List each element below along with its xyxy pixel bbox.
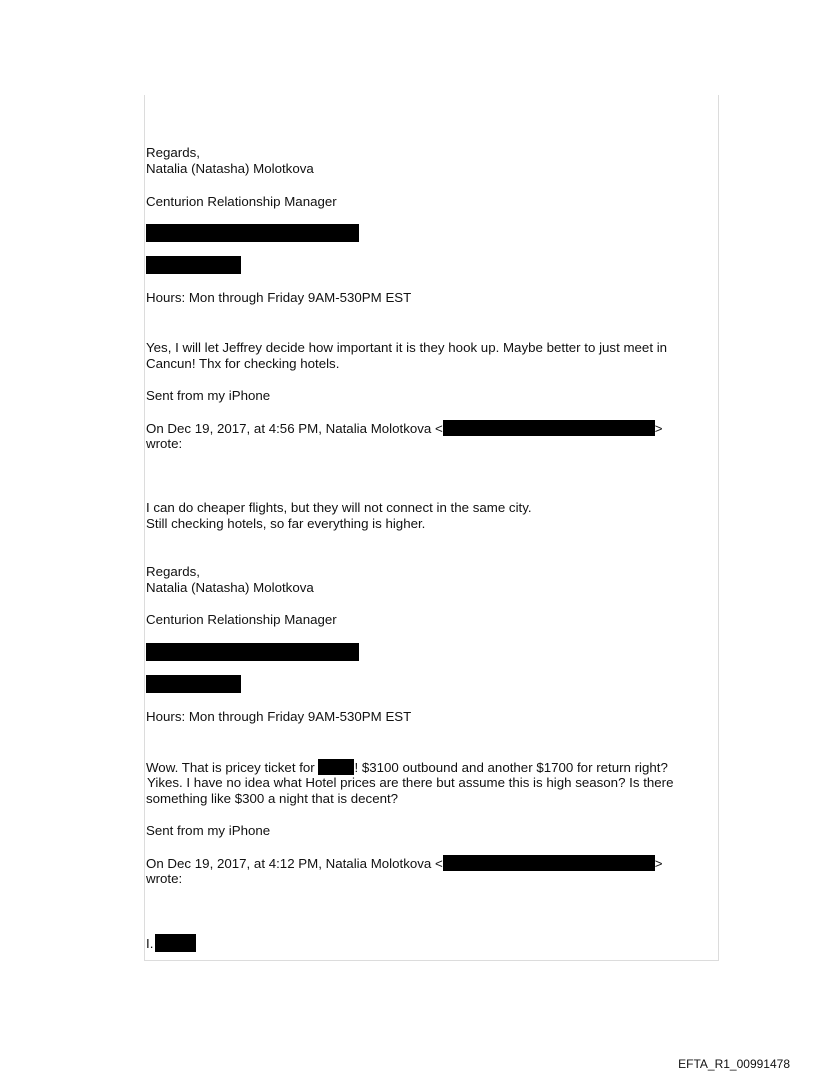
redaction-block xyxy=(318,759,354,775)
quote-header-wrote: wrote: xyxy=(146,436,183,451)
signature-title: Centurion Relationship Manager xyxy=(146,612,337,627)
sent-from-iphone: Sent from my iPhone xyxy=(146,388,271,403)
message-body-line xyxy=(146,934,196,952)
signature-title: Centurion Relationship Manager xyxy=(146,194,337,209)
message-body-prefix: I. xyxy=(146,936,154,951)
redaction-block xyxy=(146,675,241,693)
message-body-line: I can do cheaper flights, but they will not connect in the same city. xyxy=(146,500,532,515)
quote-header xyxy=(146,420,663,437)
message-body-line: something like $300 a night that is decent? xyxy=(146,791,399,806)
message-body-line: Yes, I will let Jeffrey decide how important it is they hook up. Maybe better to just meet in xyxy=(146,340,668,355)
redaction-block xyxy=(155,934,196,952)
signature-hours: Hours: Mon through Friday 9AM-530PM EST xyxy=(146,290,412,305)
quote-header-prefix: On Dec 19, 2017, at 4:56 PM, Natalia Molotkova < xyxy=(146,421,443,436)
message-body-prefix: Wow. That is pricey ticket for xyxy=(146,760,319,775)
redaction-block xyxy=(146,256,241,274)
redaction-block xyxy=(146,224,359,242)
document-id: EFTA_R1_00991478 xyxy=(678,1057,790,1071)
redaction-block xyxy=(443,420,655,436)
quote-header-suffix: > xyxy=(654,421,663,436)
quote-header-prefix: On Dec 19, 2017, at 4:12 PM, Natalia Molotkova < xyxy=(146,856,443,871)
signature-regards: Regards, xyxy=(146,145,200,160)
redaction-block xyxy=(146,643,359,661)
redaction-block xyxy=(443,855,655,871)
sent-from-iphone: Sent from my iPhone xyxy=(146,823,271,838)
quote-header xyxy=(146,855,663,872)
signature-regards: Regards, xyxy=(146,564,200,579)
message-body-line xyxy=(146,759,668,776)
message-body-line: Cancun! Thx for checking hotels. xyxy=(146,356,340,371)
quote-header-suffix: > xyxy=(654,856,663,871)
signature-name: Natalia (Natasha) Molotkova xyxy=(146,161,314,176)
message-body-line: Still checking hotels, so far everything is higher. xyxy=(146,516,426,531)
message-body-suffix: ! $3100 outbound and another $1700 for return right? xyxy=(354,760,668,775)
signature-hours: Hours: Mon through Friday 9AM-530PM EST xyxy=(146,709,412,724)
message-body-line: Yikes. I have no idea what Hotel prices are there but assume this is high season? Is there xyxy=(147,775,674,790)
signature-name: Natalia (Natasha) Molotkova xyxy=(146,580,314,595)
quote-header-wrote: wrote: xyxy=(146,871,183,886)
